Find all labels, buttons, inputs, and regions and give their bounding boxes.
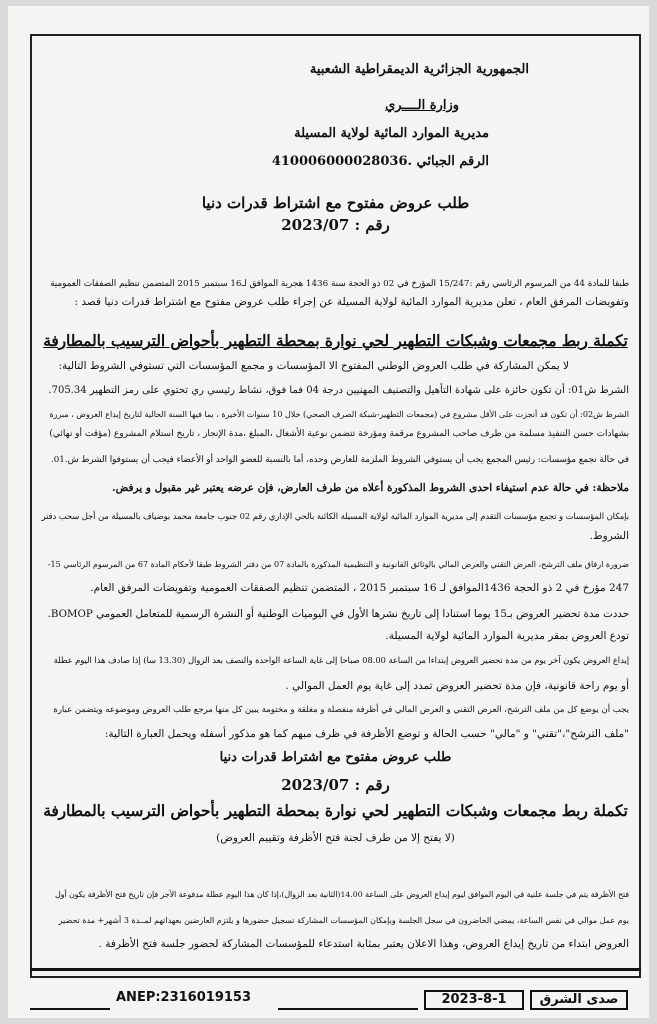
announcement-content (42, 36, 629, 976)
ministry-name: وزارة الــــري (385, 98, 459, 113)
tax-id: الرقم الجبائي .410006000028036 (271, 154, 489, 169)
project-title-2: تكملة ربط مجمعات وشبكات التطهير لحي نوارة بمحطة التطهير بأحواض الترسيب بالمطارفة (43, 802, 628, 820)
documents-line-1: ضرورة ارفاق ملف الترشح، العرض التقني والعرض المالي بالوثائق القانونية و التنظيمية المذكورة بالمادة 07 من دفتر الشروط طبقا لأحكام المادة 67 من المرسوم الرئاسي 15- (47, 560, 629, 569)
withdraw-line-2: الشروط. (589, 530, 629, 542)
envelope-line-2: "ملف الترشح"،"تقني" و "مالي" حسب الحالة و توضع الأظرفة في ظرف مبهم كما هو مذكور أسفله ويحمل العبارة التالية: (104, 728, 629, 740)
footer-line-left (30, 1008, 110, 1010)
deposit-time-line-1: إيداع العروض يكون آخر يوم من مدة تحضير العروض إبتداءا من الساعة 08.00 صباحا إلى غاية الساعة الواحدة والنصف بعد الزوال (13.30 سا) إذا صادف هذا اليوم عطلة (53, 655, 629, 665)
tender-number: رقم : 2023/07 (281, 216, 390, 234)
newspaper-page (8, 6, 649, 1018)
condition-2-line-2: بشهادات حسن التنفيذ مسلمة من طرف صاحب المشروع مرقمة ومؤرخة تتضمن نوعية الأشغال ،المبلغ ،مدة الإنجاز ، تاريخ استلام المشروع (مؤقت أو نهائي) (49, 429, 629, 439)
opening-line-3: العروض ابتداء من تاريخ إيداع العروض، وهذا الاعلان يعتبر بمثابة استدعاء للمؤسسات المشاركة لحضور جلسة فتح الأظرفة . (98, 938, 629, 950)
envelope-line-1: يجب أن يوضع كل من ملف الترشح، العرض التقني و العرض المالي في أظرفة منفصلة و مغلقة و مختومة يبين كل منها مرجع طلب العروض وموضوعه ويتضمن عبارة (53, 705, 629, 715)
intro-line-1: طبقا للمادة 44 من المرسوم الرئاسي رقم :15/247 المؤرخ في 02 ذو الحجة سنة 1436 هجرية الموافق لـ16 سبتمبر 2015 المتضمن تنظيم الصفقات العمومية (50, 279, 629, 289)
documents-line-2: 247 مؤرخ في 2 ذو الحجة 1436الموافق لـ 16 سبتمبر 2015 ، المتضمن تنظيم الصفقات العمومية وتفويضات المرفق العام. (90, 582, 629, 594)
republic-header: الجمهورية الجزائرية الديمقراطية الشعبية (309, 62, 529, 77)
tender-type: طلب عروض مفتوح مع اشتراط قدرات دنيا (201, 194, 470, 212)
project-title: تكملة ربط مجمعات وشبكات التطهير لحي نوارة بمحطة التطهير بأحواض الترسيب بالمطارفة (43, 332, 628, 350)
intro-line-2: وتفويضات المرفق العام ، تعلن مديرية الموارد المائية لولاية المسيلة عن إجراء طلب عروض مفتوح مع اشتراط قدرات دنيا قصد : (74, 296, 629, 308)
deposit-place: تودع العروض بمقر مديرية الموارد المائية لولاية المسيلة. (385, 630, 629, 642)
directorate-name: مديرية الموارد المائية لولاية المسيلة (294, 126, 489, 141)
newspaper-name: صدى الشرق (530, 990, 628, 1010)
announcement-frame (30, 34, 641, 978)
condition-1: الشرط ش01: أن تكون حائزة على شهادة التأهيل والتصنيف المهنيين درجة 04 فما فوق، نشاط رئيسي ري تحتوي على رمز التطهير 705.34. (48, 385, 629, 396)
condition-2-line-1: الشرط ش02: أن تكون قد أنجزت على الأقل مشروع في (مجمعات التطهير-شبكة الصرف الصحي) خلال 10 سنوات الأخيرة ، بما فيها السنة الحالية لتاريخ إيداع العروض ، مبررة (49, 410, 629, 419)
do-not-open-note: (لا يفتح إلا من طرف لجنة فتح الأظرفة وتقييم العروض) (216, 832, 455, 844)
opening-line-2: يوم عمل موالي في نفس الساعة، يمضي الحاضرون في سجل الجلسة وبإمكان المؤسسات المشاركة تسجيل حضورها و يلتزم العارضين بعهداتهم لمــدة 3 أشهر+ مدة تحضير (58, 916, 629, 925)
footer-line-middle (278, 1008, 418, 1010)
duration-text: حددت مدة تحضير العروض بـ15 يوما استنادا إلى تاريخ نشرها الأول في اليوميات الوطنية أو النشرة الرسمية للمتعامل العمومي BOMOP. (47, 608, 629, 620)
tender-type-2: طلب عروض مفتوح مع اشتراط قدرات دنيا (219, 750, 452, 765)
tender-number-2: رقم : 2023/07 (281, 776, 390, 794)
withdraw-line-1: بإمكان المؤسسات و تجمع مؤسسات التقدم إلى مديرية الموارد المائية لولاية المسيلة الكائنة بالحي الإداري رقم 02 جنوب جامعة محمد بوضياف بالمسيلة من أجل سحب دفتر (41, 511, 629, 521)
consortium-text: في حالة تجمع مؤسسات: رئيس المجمع يجب أن يستوفي الشروط الملزمة للعارض وحده، أما بالنسبة للعضو الواحد أو الأعضاء فيجب أن يستوفوا الشرط ش.01. (50, 455, 629, 465)
footer-rule (30, 968, 641, 971)
opening-line-1: فتح الأظرفة يتم في جلسة علنية في اليوم الموافق ليوم إيداع العروض على الساعة 14.00(الثانية بعد الزوال)،إذا كان هذا اليوم عطلة مدفوعة الأجر فإن تاريخ فتح الأظرفة يكون أول (55, 890, 629, 899)
deposit-time-line-2: أو يوم راحة قانونية، فإن مدة تحضير العروض تمدد إلى غاية يوم العمل الموالي . (285, 680, 629, 692)
anep-reference: ANEP:2316019153 (116, 990, 252, 1005)
eligibility-text: لا يمكن المشاركة في طلب العروض الوطني المفتوح الا المؤسسات و مجمع المؤسسات التي تستوفي الشروط التالية: (58, 360, 569, 372)
note-text: ملاحظة: في حالة عدم استيفاء احدى الشروط المذكورة أعلاه من طرف العارض، فإن عرضه يعتبر غير مقبول و يرفض. (112, 482, 629, 494)
publication-date: 2023-8-1 (424, 990, 524, 1010)
